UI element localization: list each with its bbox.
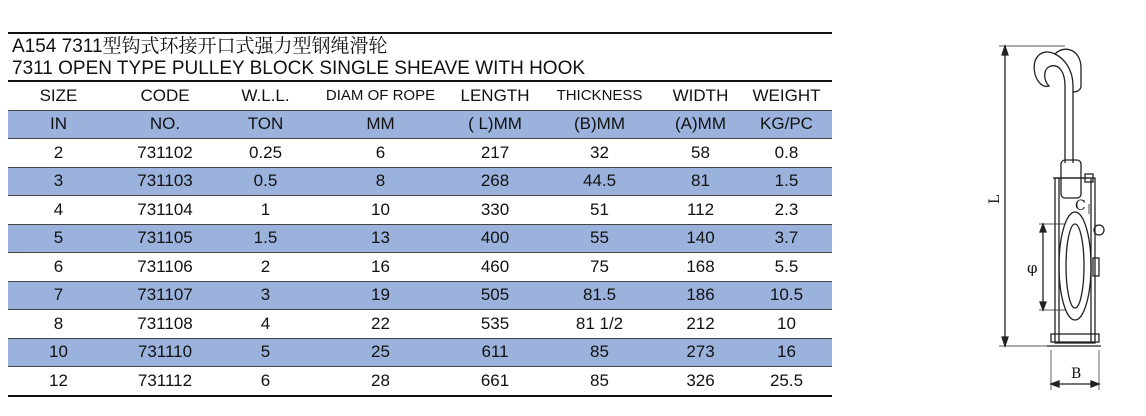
table-cell: 81.5 [582, 285, 617, 305]
table-cell: 81 [691, 171, 710, 191]
table-cell: 731108 [137, 313, 193, 333]
table-cell: THICKNESS [556, 87, 643, 105]
table-row [8, 367, 832, 397]
table-cell: 505 [480, 285, 510, 305]
table-cell: 16 [371, 256, 390, 276]
table-cell: 273 [686, 342, 715, 362]
table-cell: 10 [777, 313, 796, 333]
table-cell: 1.5 [253, 228, 278, 248]
table-row [8, 253, 832, 282]
table-cell: KG/PC [760, 114, 813, 134]
table-cell: 25.5 [769, 370, 804, 390]
table-cell: 731112 [137, 370, 193, 390]
table-cell: 0.5 [253, 171, 278, 191]
table-cell: 0.8 [774, 142, 799, 162]
table-cell: 7 [53, 285, 64, 305]
spec-table [8, 80, 832, 397]
table-cell: ( L)MM [468, 114, 522, 134]
table-cell: 326 [686, 370, 715, 390]
table-cell: 81 1/2 [575, 313, 624, 333]
table-cell: CODE [140, 85, 190, 105]
table-cell: 731106 [137, 256, 193, 276]
table-cell: 16 [777, 342, 796, 362]
table-cell: 25 [371, 342, 390, 362]
title-english: 7311 OPEN TYPE PULLEY BLOCK SINGLE SHEAVE WITH HOOK [12, 58, 586, 79]
diameter-label: φ [1027, 259, 1038, 277]
width-label: B [1071, 366, 1082, 382]
table-cell: 168 [686, 256, 715, 276]
pulley-block-drawing [985, 28, 1135, 398]
table-cell: 731110 [137, 342, 193, 362]
table-cell: 731102 [137, 142, 193, 162]
table-cell: 1 [260, 199, 271, 219]
table-cell: 611 [481, 342, 509, 362]
table-cell: 55 [590, 228, 609, 248]
table-cell: 3 [260, 285, 271, 305]
table-cell: 661 [480, 370, 510, 390]
table-cell: 5 [53, 228, 64, 248]
table-cell: 535 [480, 313, 510, 333]
table-cell: 22 [371, 313, 390, 333]
table-cell: 75 [590, 256, 609, 276]
table-cell: DIAM OF ROPE [325, 87, 436, 105]
table-cell: 85 [590, 370, 609, 390]
table-cell: 268 [480, 171, 510, 191]
table-row [8, 282, 832, 311]
table-cell: 460 [480, 256, 510, 276]
units-row [8, 111, 832, 140]
table-row [8, 310, 832, 339]
table-cell: 4 [260, 313, 271, 333]
table-cell: (A)MM [675, 114, 726, 134]
table-cell: 731103 [137, 171, 193, 191]
table-row [8, 196, 832, 225]
table-cell: 32 [590, 142, 609, 162]
table-cell: 10 [49, 342, 68, 362]
table-cell: 400 [480, 228, 510, 248]
table-cell: SIZE [39, 85, 78, 105]
table-cell: 212 [686, 313, 715, 333]
length-label: L [987, 194, 1003, 204]
table-cell: (B)MM [574, 114, 625, 134]
table-cell: IN [50, 114, 67, 134]
table-cell: 51 [590, 199, 609, 219]
table-cell: 731105 [137, 228, 193, 248]
top-rule [8, 32, 832, 34]
table-cell: 1.5 [774, 171, 799, 191]
table-cell: 3 [53, 171, 64, 191]
table-cell: TON [247, 114, 284, 134]
table-cell: W.L.L. [241, 85, 290, 105]
table-cell: MM [366, 114, 395, 134]
table-row [8, 139, 832, 168]
table-cell: 4 [53, 199, 64, 219]
table-row [8, 339, 832, 368]
table-cell: 8 [53, 313, 64, 333]
table-cell: 3.7 [774, 228, 799, 248]
table-cell: NO. [149, 114, 181, 134]
table-cell: 10.5 [769, 285, 804, 305]
table-cell: 2 [53, 142, 64, 162]
table-cell: 5 [260, 342, 271, 362]
header-row [8, 80, 832, 111]
table-cell: 6 [260, 370, 271, 390]
table-cell: 44.5 [582, 171, 617, 191]
table-cell: 13 [371, 228, 390, 248]
table-cell: 731104 [137, 199, 193, 219]
table-cell: 186 [686, 285, 715, 305]
table-cell: 0.25 [248, 142, 283, 162]
table-cell: 6 [375, 142, 386, 162]
table-cell: 140 [686, 228, 715, 248]
table-cell: 12 [49, 370, 68, 390]
c-label: C [1075, 198, 1086, 214]
table-cell: LENGTH [460, 85, 530, 105]
table-cell: 112 [686, 199, 715, 219]
table-cell: 5.5 [774, 256, 799, 276]
table-cell: 8 [375, 171, 386, 191]
table-cell: 10 [371, 199, 390, 219]
table-cell: 217 [480, 142, 510, 162]
table-cell: 2 [260, 256, 271, 276]
spec-table-section [8, 32, 832, 397]
title-chinese: A154 7311型钩式环接开口式强力型钢绳滑轮 [12, 36, 388, 57]
table-cell: 28 [371, 370, 390, 390]
table-cell: 6 [53, 256, 64, 276]
table-cell: WIDTH [672, 85, 729, 105]
table-cell: 19 [371, 285, 390, 305]
table-cell: 2.3 [774, 199, 799, 219]
table-cell: 58 [691, 142, 710, 162]
table-row [8, 168, 832, 197]
table-cell: WEIGHT [752, 85, 821, 105]
table-row [8, 225, 832, 254]
table-cell: 731107 [137, 285, 193, 305]
table-cell: 85 [590, 342, 609, 362]
table-cell: 330 [480, 199, 510, 219]
